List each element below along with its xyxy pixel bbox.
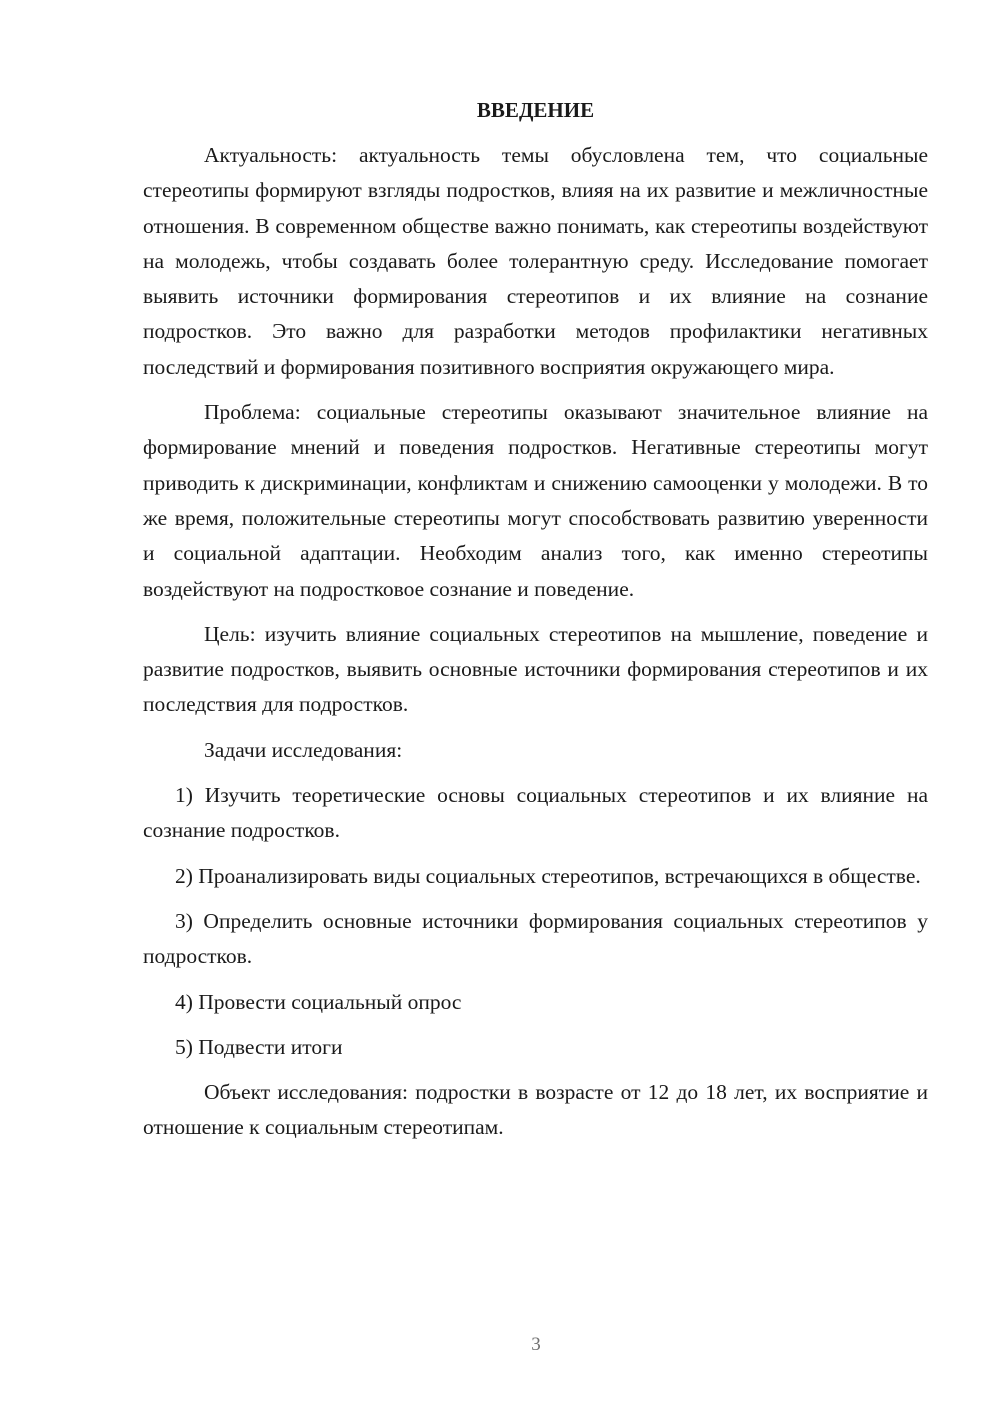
relevance-paragraph: Актуальность: актуальность темы обусловлена тем, что социальные стереотипы формируют взгляды подростков, влияя на их развитие и межличностные отношения. В современном обществе важно понимать, как стереотипы воздействуют на молодежь, чтобы создавать более толерантную среду. Исследование помогает выявить источники формирования стереотипов и их влияние на сознание подростков. Это важно для разработки методов профилактики негативных последствий и формирования позитивного восприятия окружающего мира. (143, 143, 928, 379)
problem-paragraph: Проблема: социальные стереотипы оказывают значительное влияние на формирование мнений и поведения подростков. Негативные стереотипы могут приводить к дискриминации, конфликтам и снижению самооценки у молодежи. В то же время, положительные стереотипы могут способствовать развитию уверенности и социальной адаптации. Необходим анализ того, как именно стереотипы воздействуют на подростковое сознание и поведение. (143, 400, 928, 601)
task-item-1: 1) Изучить теоретические основы социальных стереотипов и их влияние на сознание подростков. (143, 783, 928, 843)
section-title: ВВЕДЕНИЕ (476, 98, 595, 122)
document-page (143, 92, 928, 1156)
task-item-2: 2) Проанализировать виды социальных стереотипов, встречающихся в обществе. (175, 863, 921, 888)
tasks-heading: Задачи исследования: (204, 737, 403, 762)
object-paragraph: Объект исследования: подростки в возрасте от 12 до 18 лет, их восприятие и отношение к социальным стереотипам. (143, 1080, 928, 1140)
task-item-3: 3) Определить основные источники формирования социальных стереотипов у подростков. (143, 908, 928, 969)
task-item-5: 5) Подвести итоги (175, 1034, 343, 1059)
task-item-4: 4) Провести социальный опрос (175, 989, 462, 1014)
page-number: 3 (531, 1334, 541, 1355)
goal-paragraph: Цель: изучить влияние социальных стереотипов на мышление, поведение и развитие подростков, выявить основные источники формирования стереотипов и их последствия для подростков. (143, 621, 928, 717)
